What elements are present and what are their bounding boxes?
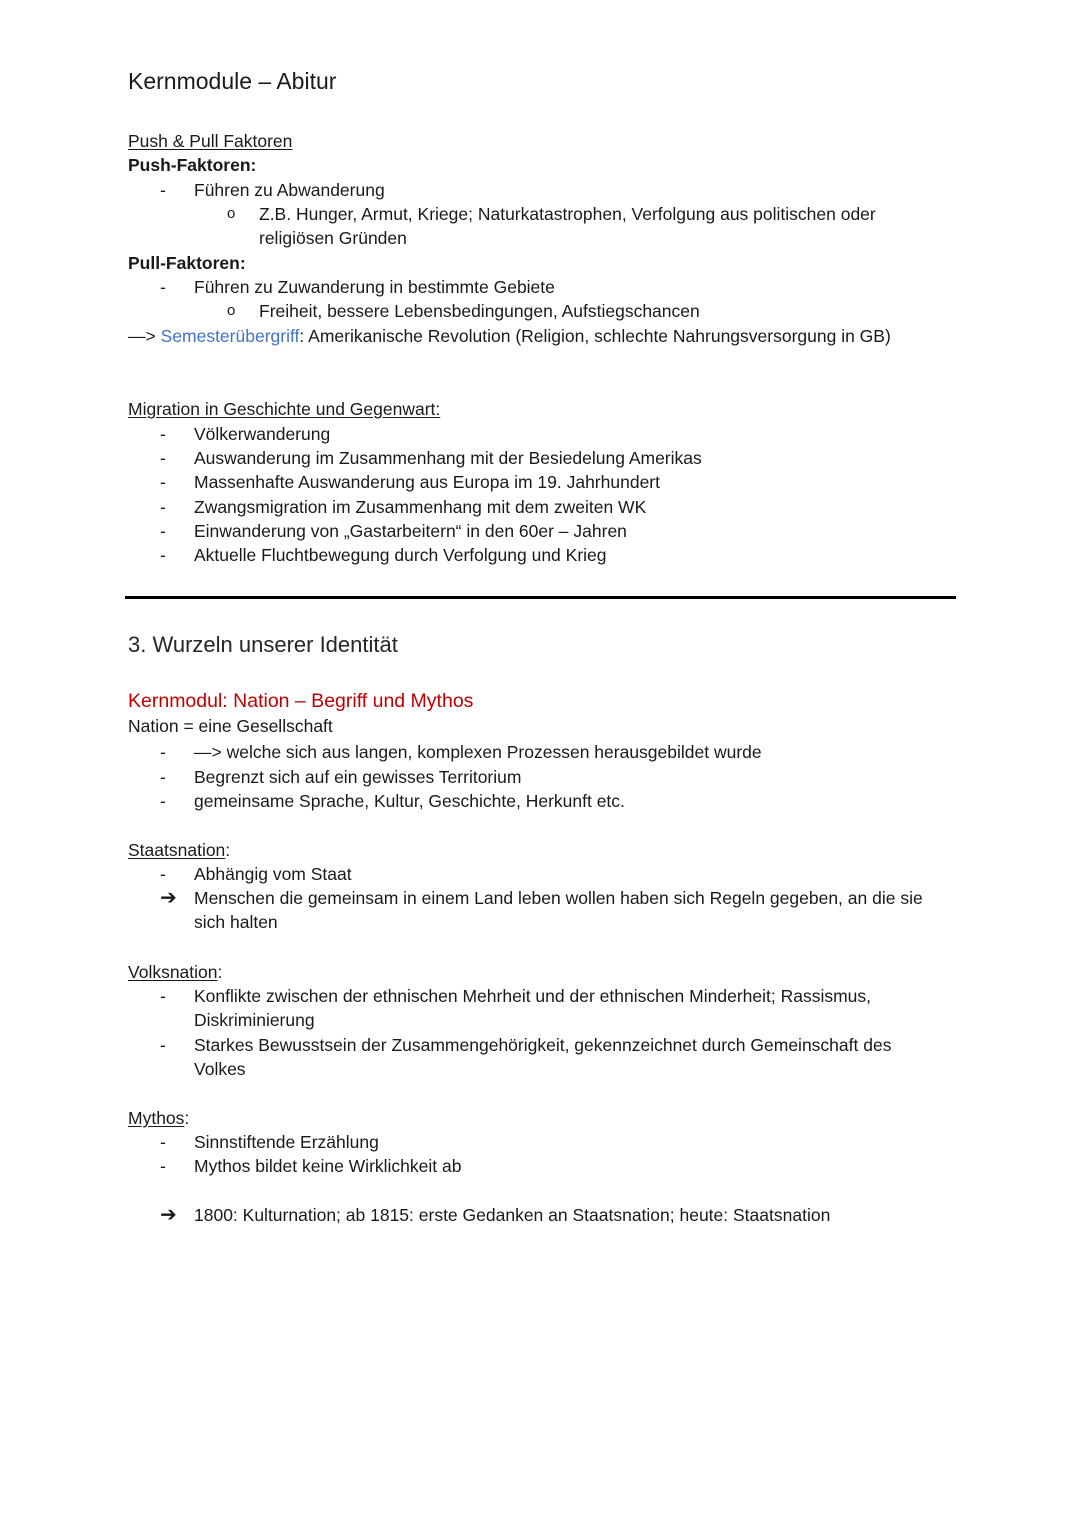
nation-item: Begrenzt sich auf ein gewisses Territorium bbox=[194, 767, 522, 787]
migration-heading: Migration in Geschichte und Gegenwart: bbox=[128, 399, 441, 419]
migration-item: Aktuelle Fluchtbewegung durch Verfolgung und Krieg bbox=[194, 545, 607, 565]
bullet-dash: - bbox=[160, 864, 166, 884]
push-sub-line2: religiösen Gründen bbox=[259, 228, 407, 248]
bullet-circle: o bbox=[227, 302, 236, 319]
pull-label: Pull-Faktoren: bbox=[128, 253, 246, 273]
heading-colon: : bbox=[225, 840, 231, 860]
push-pull-heading: Push & Pull Faktoren bbox=[128, 131, 293, 151]
migration-item: Völkerwanderung bbox=[194, 424, 331, 444]
module-title: Kernmodul: Nation – Begriff und Mythos bbox=[128, 690, 474, 712]
ref-arrow: —> bbox=[128, 326, 156, 346]
volksnation-heading-line bbox=[128, 960, 222, 984]
bullet-dash: - bbox=[160, 448, 166, 468]
mythos-item: Sinnstiftende Erzählung bbox=[194, 1132, 379, 1152]
nation-item: —> welche sich aus langen, komplexen Prozessen herausgebildet wurde bbox=[194, 742, 762, 762]
push-item: Führen zu Abwanderung bbox=[194, 180, 385, 200]
migration-item: Massenhafte Auswanderung aus Europa im 19. Jahrhundert bbox=[194, 472, 660, 492]
nation-item: gemeinsame Sprache, Kultur, Geschichte, Herkunft etc. bbox=[194, 791, 625, 811]
push-sub-line1: Z.B. Hunger, Armut, Kriege; Naturkatastrophen, Verfolgung aus politischen oder bbox=[259, 204, 876, 224]
bullet-dash: - bbox=[160, 521, 166, 541]
volksnation-item2-line1: Starkes Bewusstsein der Zusammengehörigkeit, gekennzeichnet durch Gemeinschaft des bbox=[194, 1035, 892, 1055]
nation-definition: Nation = eine Gesellschaft bbox=[128, 716, 333, 736]
bullet-dash: - bbox=[160, 1132, 166, 1152]
staatsnation-arrow-line2: sich halten bbox=[194, 912, 278, 932]
bullet-dash: - bbox=[160, 1035, 166, 1055]
volksnation-heading: Volksnation bbox=[128, 962, 218, 982]
volksnation-item1-line1: Konflikte zwischen der ethnischen Mehrheit und der ethnischen Minderheit; Rassismus, bbox=[194, 986, 872, 1006]
bullet-dash: - bbox=[160, 497, 166, 517]
bullet-dash: - bbox=[160, 277, 166, 297]
bullet-dash: - bbox=[160, 767, 166, 787]
mythos-item: Mythos bildet keine Wirklichkeit ab bbox=[194, 1156, 462, 1176]
ref-text: : Amerikanische Revolution (Religion, schlechte Nahrungsversorgung in GB) bbox=[299, 326, 891, 346]
bullet-dash: - bbox=[160, 180, 166, 200]
section-divider bbox=[125, 596, 956, 599]
arrow-icon: ➔ bbox=[160, 887, 177, 909]
pull-item: Führen zu Zuwanderung in bestimmte Gebiete bbox=[194, 277, 555, 297]
volksnation-item1-line2: Diskriminierung bbox=[194, 1010, 315, 1030]
arrow-icon: ➔ bbox=[160, 1204, 177, 1226]
staatsnation-heading-line bbox=[128, 838, 230, 862]
staatsnation-item: Abhängig vom Staat bbox=[194, 864, 352, 884]
pull-sub: Freiheit, bessere Lebensbedingungen, Aufstiegschancen bbox=[259, 301, 700, 321]
section-title: 3. Wurzeln unserer Identität bbox=[128, 632, 398, 657]
bullet-dash: - bbox=[160, 791, 166, 811]
mythos-conclusion: 1800: Kulturnation; ab 1815: erste Gedanken an Staatsnation; heute: Staatsnation bbox=[194, 1205, 831, 1225]
bullet-dash: - bbox=[160, 424, 166, 444]
cross-reference-line bbox=[128, 324, 891, 348]
bullet-dash: - bbox=[160, 545, 166, 565]
page-title: Kernmodule – Abitur bbox=[128, 68, 337, 94]
migration-item: Zwangsmigration im Zusammenhang mit dem zweiten WK bbox=[194, 497, 647, 517]
staatsnation-heading: Staatsnation bbox=[128, 840, 226, 860]
bullet-circle: o bbox=[227, 205, 236, 222]
mythos-heading: Mythos bbox=[128, 1108, 185, 1128]
bullet-dash: - bbox=[160, 472, 166, 492]
volksnation-item2-line2: Volkes bbox=[194, 1059, 246, 1079]
bullet-dash: - bbox=[160, 986, 166, 1006]
heading-colon: : bbox=[217, 962, 223, 982]
bullet-dash: - bbox=[160, 742, 166, 762]
push-label: Push-Faktoren: bbox=[128, 155, 257, 175]
bullet-dash: - bbox=[160, 1156, 166, 1176]
semester-reference-link[interactable]: Semesterübergriff bbox=[160, 326, 300, 346]
heading-colon: : bbox=[184, 1108, 190, 1128]
staatsnation-arrow-line1: Menschen die gemeinsam in einem Land leben wollen haben sich Regeln gegeben, an die sie bbox=[194, 888, 923, 908]
migration-item: Einwanderung von „Gastarbeitern“ in den 60er – Jahren bbox=[194, 521, 627, 541]
migration-item: Auswanderung im Zusammenhang mit der Besiedelung Amerikas bbox=[194, 448, 702, 468]
mythos-heading-line bbox=[128, 1106, 189, 1130]
